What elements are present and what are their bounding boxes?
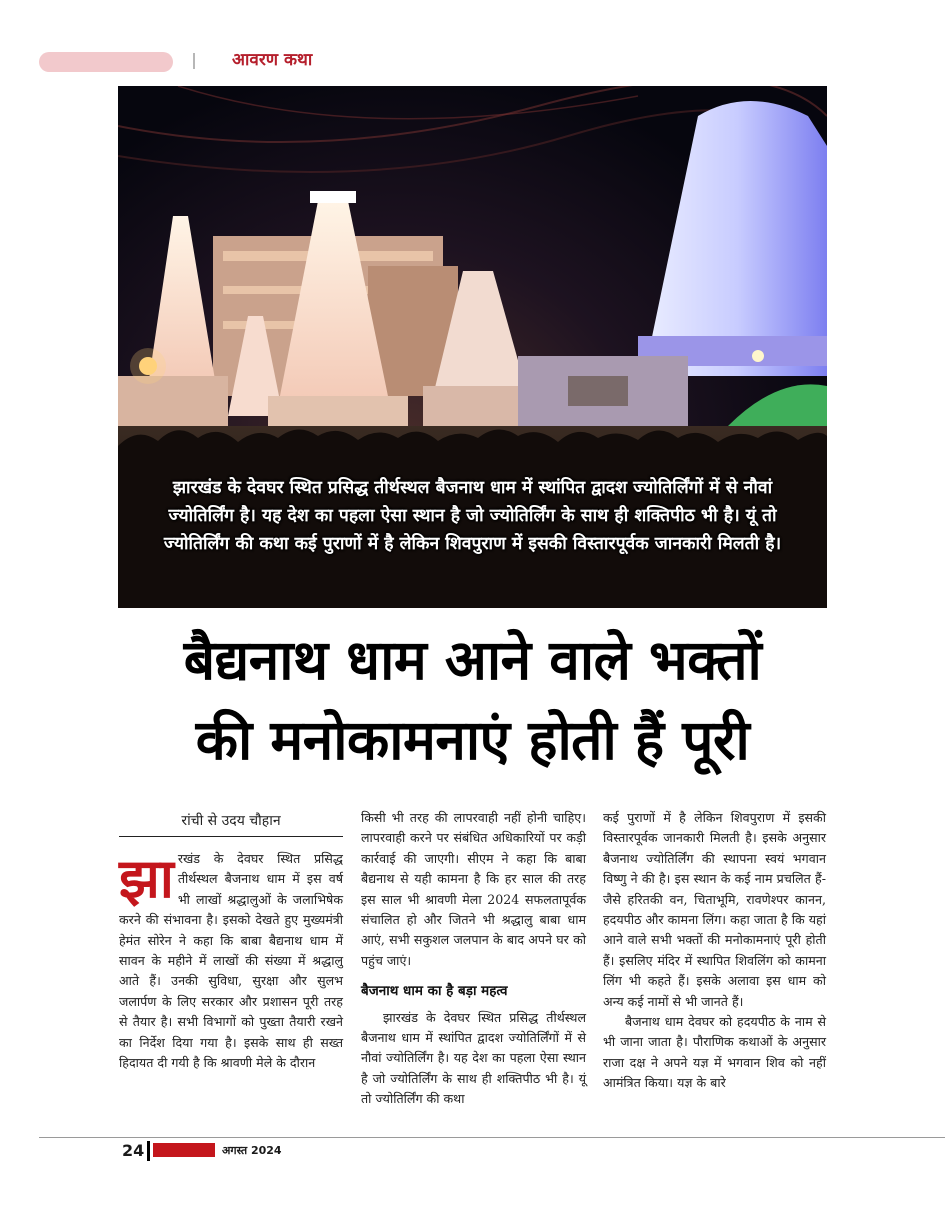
byline: रांची से उदय चौहान (119, 808, 343, 837)
magazine-logo (153, 1143, 215, 1157)
dropcap: झा (119, 847, 174, 910)
headline (40, 620, 905, 780)
subheading: बैजनाथ धाम का है बड़ा महत्व (361, 983, 508, 1000)
cover-photo (118, 86, 827, 608)
column-3-paragraph: कई पुराणों में है लेकिन शिवपुराण में इसकी विस्तारपूर्वक जानकारी मिलती है। इसके अनुसार बैजनाथ ज्योतिर्लिंग की स्थापना स्वयं भगवान विष्णु ने की है। इस स्थान के कई नाम प्रचलित हैं- जैसे हरितकी वन, चिताभूमि, रावणेश्पर कानन, हदयपीठ और कामना लिंग। कहा जाता है कि यहां आने वाले सभी भक्तों की मनोकामनाएं पूरी होती हैं। इसलिए मंदिर में स्थापित शिवलिंग को कामना लिंग भी कहते हैं। इसके अलावा इस धाम को अन्य कई नामों से भी जानते हैं। (603, 810, 826, 1009)
intro-paragraph (119, 849, 343, 1073)
article-column-1 (119, 808, 343, 1073)
photo-caption: झारखंड के देवघर स्थित प्रसिद्ध तीर्थस्थल बैजनाथ धाम में स्थांपित द्वादश ज्योतिर्लिंगों में से नौवां ज्योतिर्लिंग है। यह देश का पहला ऐसा स्थान है जो ज्योतिर्लिंग के साथ ही शक्तिपीठ भी है। यूं तो ज्योतिर्लिंग की कथा कई पुराणों में है लेकिन शिवपुराण में इसकी विस्तारपूर्वक जानकारी मिलती है। (163, 478, 782, 554)
footer-rule (39, 1137, 945, 1138)
issue-date: अगस्त 2024 (222, 1144, 282, 1157)
headline-line-1: बैद्यनाथ धाम आने वाले भक्तों (183, 628, 762, 692)
headline-line-2: की मनोकामनाएं होती हैं पूरी (195, 708, 750, 772)
article-column-2 (361, 808, 586, 1110)
header-separator (193, 53, 195, 69)
column-2-paragraph-b: झारखंड के देवघर स्थित प्रसिद्ध तीर्थस्थल बैजनाथ धाम में स्थांपित द्वादश ज्योतिर्लिंगों में से नौवां ज्योतिर्लिंग है। यह देश का पहला ऐसा स्थान है जो ज्योतिर्लिंग के साथ ही शक्तिपीठ भी है। यूं तो ज्योतिर्लिंग की कथा (361, 1009, 586, 1107)
column-3-paragraph-b: बैजनाथ धाम देवघर को हदयपीठ के नाम से भी जाना जाता है। पौराणिक कथाओं के अनुसार राजा दक्ष ने अपने यज्ञ में भगवान शिव को नहीं आमंत्रित किया। यज्ञ के बारे (603, 1014, 826, 1091)
section-pill (39, 52, 173, 72)
section-label: आवरण कथा (232, 50, 313, 70)
article-column-3 (603, 808, 826, 1094)
page-number: 24 (122, 1141, 145, 1160)
footer-bar (147, 1141, 150, 1161)
column-2-paragraph: किसी भी तरह की लापरवाही नहीं होनी चाहिए। लापरवाही करने पर संबंधित अधिकारियों पर कड़ी कार्रवाई की जाएगी। सीएम ने कहा कि बाबा बैद्यनाथ से यही कामना है कि हर साल की तरह इस साल भी श्रावणी मेला 2024 सफलतापूर्वक संचालित हो और जितने भी श्रद्धालु बाबा धाम आएं, सभी सकुशल जलपान के बाद अपने घर को पहुंच जाएं। (361, 810, 586, 968)
intro-text: रखंड के देवघर स्थित प्रसिद्ध तीर्थस्थल बैजनाथ धाम में इस वर्ष भी लाखों श्रद्धालुओं के जलाभिषेक करने की संभावना है। इसको देखते हुए मुख्यमंत्री हेमंत सोरेन ने कहा कि बाबा बैद्यनाथ धाम में सावन के महीने में लाखों की संख्या में श्रद्धालु आते हैं। उनकी सुविधा, सुरक्षा और सुलभ जलार्पण के लिए सरकार और प्रशासन पूरी तरह से तैयार है। सभी विभागों को पुख्ता तैयारी रखने का निर्देश दिया गया है। इसके साथ ही सख्त हिदायत दी गयी है कि श्रावणी मेले के दौरान (119, 851, 343, 1071)
